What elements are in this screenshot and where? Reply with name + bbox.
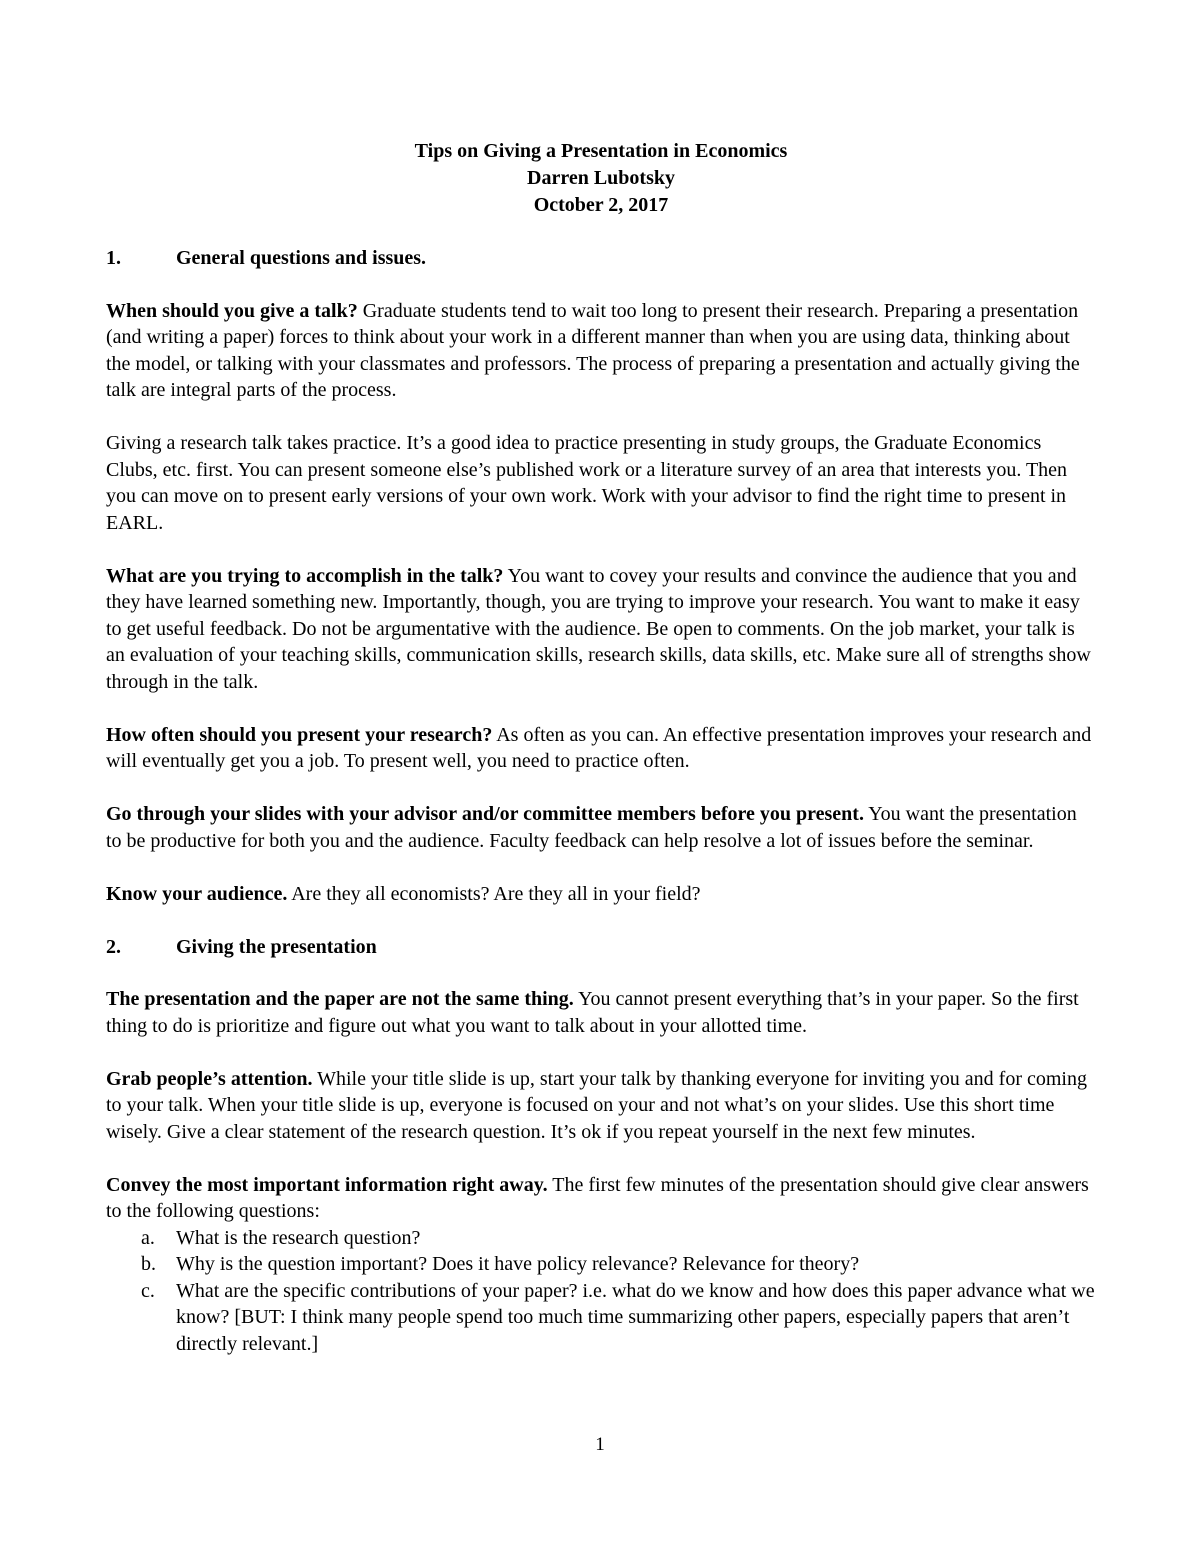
section-2-heading [106, 934, 1096, 961]
paragraph-convey [106, 1172, 1096, 1225]
page-number: 1 [595, 1434, 605, 1455]
paragraph-lead: Grab people’s attention. [106, 1067, 313, 1090]
paragraph-text: You want to covey your results and convince the audience that you and they have learned something new. Importantly, though, you are trying to improve your research. You want to make it easy to get useful feedback. Do not be argumentative with the audience. Be open to comments. On the job market, your talk is an evaluation of your teaching skills, communication skills, research skills, data skills, etc. Make sure all of strengths show through in the talk. [106, 564, 1091, 693]
list-item-text: What are the specific contributions of your paper? i.e. what do we know and how does this paper advance what we know? [BUT: I think many people spend too much time summarizing other papers, especially papers that aren’t directly relevant.] [176, 1279, 1095, 1355]
paragraph-lead: How often should you present your research? [106, 723, 493, 746]
paragraph-not-same-thing [106, 986, 1096, 1039]
list-marker: b. [141, 1253, 156, 1275]
list-item [106, 1225, 1096, 1252]
section-1-number: 1. [106, 247, 121, 269]
paragraph-text: Are they all economists? Are they all in your field? [287, 882, 701, 905]
paragraph-text: As often as you can. An effective presentation improves your research and will eventually get you a job. To present well, you need to practice often. [106, 723, 1092, 772]
paragraph-text: You want the presentation to be productive for both you and the audience. Faculty feedback can help resolve a lot of issues before the seminar. [106, 803, 1077, 852]
questions-list [106, 1225, 1096, 1358]
list-item [106, 1278, 1096, 1358]
title-block [106, 138, 1096, 219]
paragraph-advisor [106, 801, 1096, 854]
paragraph-attention [106, 1066, 1096, 1146]
list-item [106, 1251, 1096, 1278]
list-item-text: What is the research question? [176, 1226, 421, 1249]
section-1-title: General questions and issues. [176, 247, 427, 269]
section-1-heading [106, 245, 1096, 272]
section-2-number: 2. [106, 935, 121, 958]
list-marker: a. [141, 1226, 155, 1249]
paragraph-text: Giving a research talk takes practice. It’s a good idea to practice presenting in study groups, the Graduate Economics Clubs, etc. first. You can present someone else’s published work or a literature survey of an area that interests you. Then you can move on to present early versions of your own work. Work with your advisor to find the right time to present in EARL. [106, 432, 1068, 534]
paragraph-text: Graduate students tend to wait too long to present their research. Preparing a presentation (and writing a paper) forces to think about your work in a different manner than when you are using data, thinking about the model, or talking with your classmates and professors. The process of preparing a presentation and actually giving the talk are integral parts of the process. [106, 299, 1080, 401]
document-page [106, 138, 1096, 1357]
paragraph-practice [106, 430, 1096, 536]
document-author: Darren Lubotsky [527, 167, 675, 189]
paragraph-lead: The presentation and the paper are not the same thing. [106, 988, 574, 1010]
paragraph-lead: Convey the most important information right away. [106, 1173, 548, 1196]
document-title: Tips on Giving a Presentation in Economics [414, 140, 788, 162]
paragraph-lead: Know your audience. [106, 882, 288, 905]
paragraph-text: The first few minutes of the presentation should give clear answers to the following questions: [106, 1173, 1089, 1222]
paragraph-lead: When should you give a talk? [106, 299, 358, 322]
paragraph-when-to-talk [106, 298, 1096, 404]
list-item-text: Why is the question important? Does it have policy relevance? Relevance for theory? [176, 1253, 860, 1275]
paragraph-lead: Go through your slides with your advisor and/or committee members before you present. [106, 803, 864, 825]
paragraph-how-often [106, 722, 1096, 775]
document-date: October 2, 2017 [533, 194, 669, 216]
section-2-title: Giving the presentation [176, 935, 377, 958]
paragraph-text: You cannot present everything that’s in your paper. So the first thing to do is prioritize and figure out what you want to talk about in your allotted time. [106, 988, 1079, 1037]
paragraph-text: While your title slide is up, start your talk by thanking everyone for inviting you and for coming to your talk. When your title slide is up, everyone is focused on your and not what’s on your slides. Use this short time wisely. Give a clear statement of the research question. It’s ok if you repeat yourself in the next few minutes. [106, 1067, 1087, 1143]
paragraph-accomplish [106, 563, 1096, 696]
list-marker: c. [141, 1279, 155, 1302]
paragraph-lead: What are you trying to accomplish in the talk? [106, 564, 504, 587]
paragraph-audience [106, 881, 1096, 908]
